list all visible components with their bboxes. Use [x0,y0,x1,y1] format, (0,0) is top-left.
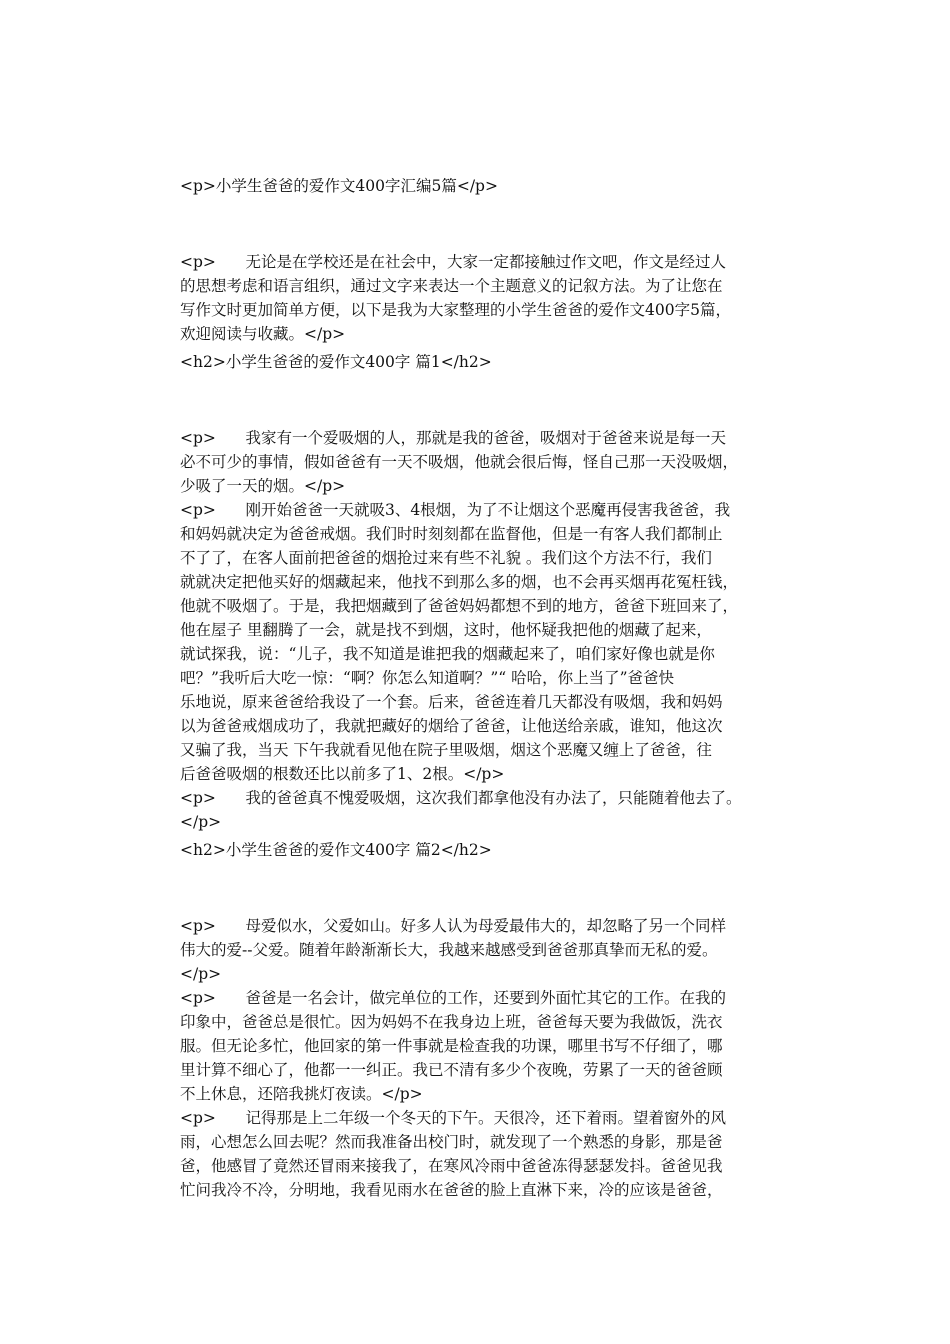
text-line: 乐地说，原来爸爸给我设了一个套。后来，爸爸连着几天都没有吸烟，我和妈妈 [180,693,723,711]
text-line: 就试探我，说：“儿子，我不知道是谁把我的烟藏起来了，咱们家好像也就是你 [180,645,715,663]
text-line: <p> 记得那是上二年级一个冬天的下午。天很冷，还下着雨。望着窗外的风 [180,1109,726,1127]
text-line: 不了了，在客人面前把爸爸的烟抢过来有些不礼貌 。我们这个方法不行，我们 [180,549,712,567]
text-line: 和妈妈就决定为爸爸戒烟。我们时时刻刻都在监督他，但是一有客人我们都制止 [180,525,723,543]
text-line: 不上休息，还陪我挑灯夜读。</p> [180,1085,423,1103]
text-line: 他就不吸烟了。于是，我把烟藏到了爸爸妈妈都想不到的地方，爸爸下班回来了， [180,597,739,615]
text-line: </p> [180,965,222,983]
text-line: 必不可少的事情，假如爸爸有一天不吸烟，他就会很后悔，怪自己那一天没吸烟， [180,453,739,471]
text-line: 少吸了一天的烟。</p> [180,477,346,495]
text-line: <p>小学生爸爸的爱作文400字汇编5篇</p> [180,177,498,195]
text-line: <p> 刚开始爸爸一天就吸3、4根烟，为了不让烟这个恶魔再侵害我爸爸，我 [180,501,731,519]
text-line: 服。但无论多忙，他回家的第一件事就是检查我的功课，哪里书写不仔细了，哪 [180,1037,723,1055]
text-line: 伟大的爱--父爱。随着年龄渐渐长大，我越来越感受到爸爸那真挚而无私的爱。 [180,941,718,959]
text-line: 里计算不细心了，他都一一纠正。我已不清有多少个夜晚，劳累了一天的爸爸顾 [180,1061,723,1079]
text-line: 的思想考虑和语言组织，通过文字来表达一个主题意义的记叙方法。为了让您在 [180,277,723,295]
text-line: 忙问我冷不冷，分明地，我看见雨水在爸爸的脸上直淋下来，冷的应该是爸爸， [180,1181,723,1199]
text-line: 雨，心想怎么回去呢？然而我准备出校门时，就发现了一个熟悉的身影，那是爸 [180,1133,723,1151]
text-line: 又骗了我，当天 下午我就看见他在院子里吸烟，烟这个恶魔又缠上了爸爸，往 [180,741,712,759]
text-line: <h2>小学生爸爸的爱作文400字 篇1</h2> [180,353,492,371]
text-line: 以为爸爸戒烟成功了，我就把藏好的烟给了爸爸，让他送给亲戚，谁知，他这次 [180,717,723,735]
text-line: 就就决定把他买好的烟藏起来，他找不到那么多的烟，也不会再买烟再花冤枉钱， [180,573,739,591]
text-line: 写作文时更加简单方便，以下是我为大家整理的小学生爸爸的爱作文400字5篇， [180,301,731,319]
text-line: <p> 我家有一个爱吸烟的人，那就是我的爸爸，吸烟对于爸爸来说是每一天 [180,429,726,447]
text-line: 吧？”我听后大吃一惊：“啊？你怎么知道啊？”“ 哈哈，你上当了”爸爸快 [180,669,675,687]
text-line: 印象中，爸爸总是很忙。因为妈妈不在我身边上班，爸爸每天要为我做饭，洗衣 [180,1013,723,1031]
text-line: <p> 母爱似水，父爱如山。好多人认为母爱最伟大的，却忽略了另一个同样 [180,917,726,935]
text-line: 欢迎阅读与收藏。</p> [180,325,346,343]
text-line: </p> [180,813,222,831]
text-line: 后爸爸吸烟的根数还比以前多了1、2根。</p> [180,765,505,783]
text-line: <h2>小学生爸爸的爱作文400字 篇2</h2> [180,841,492,859]
text-line: 他在屋子 里翻腾了一会，就是找不到烟，这时，他怀疑我把他的烟藏了起来， [180,621,712,639]
text-line: <p> 无论是在学校还是在社会中，大家一定都接触过作文吧，作文是经过人 [180,253,726,271]
text-line: 爸，他感冒了竟然还冒雨来接我了，在寒风冷雨中爸爸冻得瑟瑟发抖。爸爸见我 [180,1157,723,1175]
text-line: <p> 我的爸爸真不愧爱吸烟，这次我们都拿他没有办法了，只能随着他去了。 [180,789,742,807]
text-line: <p> 爸爸是一名会计，做完单位的工作，还要到外面忙其它的工作。在我的 [180,989,726,1007]
